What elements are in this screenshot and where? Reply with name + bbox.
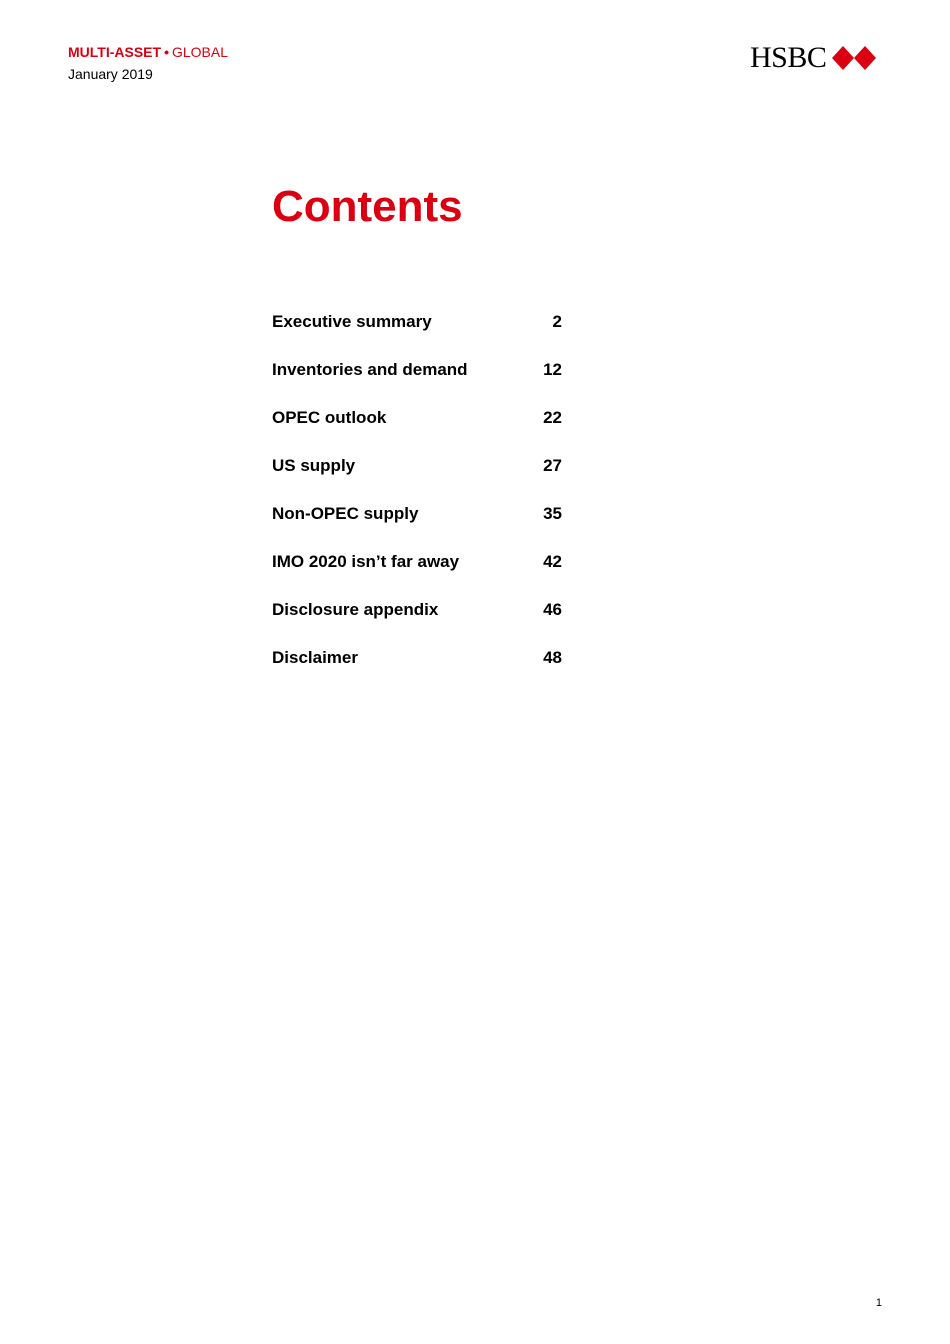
toc-entry[interactable] <box>272 358 562 406</box>
bullet-separator: • <box>164 44 169 60</box>
hsbc-logo <box>750 42 876 74</box>
toc-entry-label: IMO 2020 isn’t far away <box>272 552 460 571</box>
hsbc-hexagon-icon <box>832 46 876 70</box>
toc-entry[interactable] <box>272 598 562 646</box>
toc-entry-label: Non-OPEC supply <box>272 504 419 523</box>
toc-entry-label: Inventories and demand <box>272 360 468 379</box>
toc-entry-page: 27 <box>543 456 562 475</box>
toc-entry-page: 12 <box>543 360 562 379</box>
toc-entry-label: Executive summary <box>272 312 432 331</box>
toc-entry-page: 35 <box>543 504 562 523</box>
toc-entry-label: OPEC outlook <box>272 408 387 427</box>
section-line <box>68 44 228 61</box>
toc-entry[interactable] <box>272 406 562 454</box>
table-of-contents <box>272 310 562 694</box>
toc-entry[interactable] <box>272 502 562 550</box>
toc-entry-page: 2 <box>552 312 562 331</box>
toc-entry[interactable] <box>272 646 562 694</box>
toc-entry-page: 48 <box>543 648 562 667</box>
toc-entry-page: 42 <box>543 552 562 571</box>
section-label: MULTI-ASSET <box>68 44 162 60</box>
report-header <box>68 44 228 83</box>
toc-entry-page: 22 <box>543 408 562 427</box>
page-number: 1 <box>875 1297 882 1309</box>
report-date: January 2019 <box>68 66 153 82</box>
toc-entry[interactable] <box>272 550 562 598</box>
toc-entry-label: Disclosure appendix <box>272 600 439 619</box>
page-title: Contents <box>272 182 463 231</box>
toc-entry-label: Disclaimer <box>272 648 358 667</box>
toc-entry[interactable] <box>272 454 562 502</box>
toc-entry[interactable] <box>272 310 562 358</box>
toc-entry-label: US supply <box>272 456 356 475</box>
region-label: GLOBAL <box>171 44 229 60</box>
toc-entry-page: 46 <box>543 600 562 619</box>
logo-text: HSBC <box>750 41 827 74</box>
